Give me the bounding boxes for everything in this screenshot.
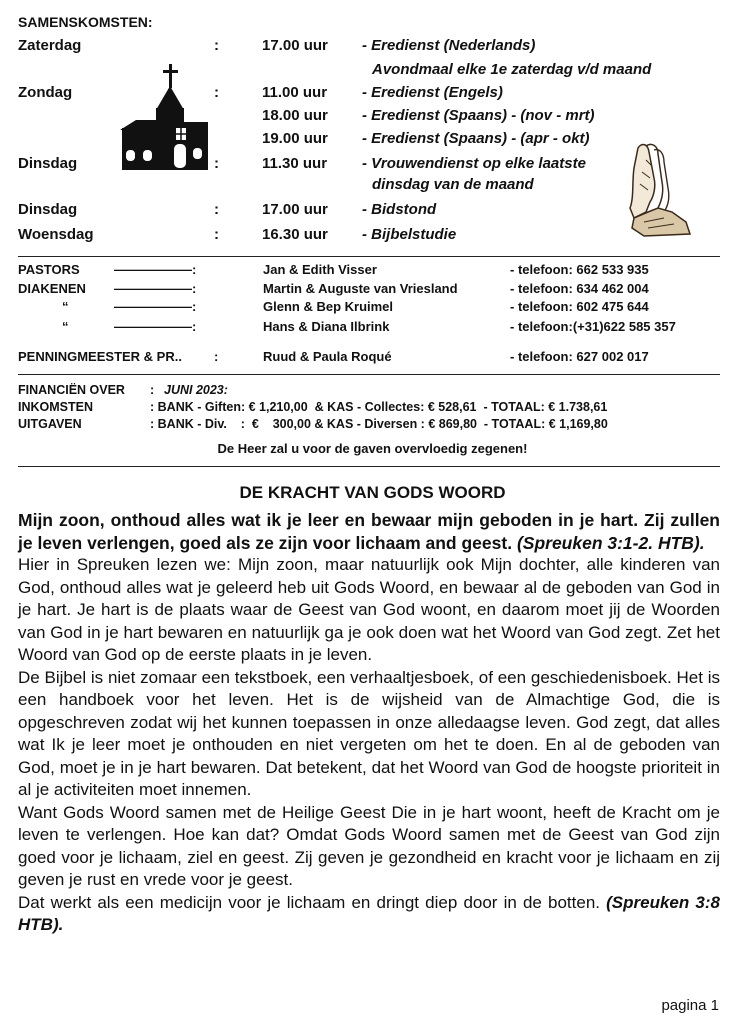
- service-colon: :: [214, 155, 219, 172]
- paragraph-4: [18, 892, 720, 937]
- service-day: Dinsdag: [18, 155, 78, 172]
- service-day: Woensdag: [18, 226, 94, 243]
- service-desc: - Vrouwendienst op elke laatste: [362, 155, 586, 172]
- service-colon: :: [214, 226, 219, 243]
- contact-dash: ——————:: [114, 281, 197, 296]
- lead-reference: (Spreuken 3:1-2. HTB).: [516, 532, 705, 553]
- service-time: 18.00 uur: [262, 107, 328, 124]
- expense-text: : BANK - Div. : € 300,00 & KAS - Diversen : € 869,80 - TOTAAL: € 1,169,80: [150, 417, 608, 431]
- income-text: : BANK - Giften: € 1,210,00 & KAS - Collectes: € 528,61 - TOTAAL: € 1.738,61: [150, 400, 608, 414]
- paragraph-1: Hier in Spreuken lezen we: Mijn zoon, maar natuurlijk ook Mijn dochter, alle kinderen van God, onthoud alles wat je geleerd heb uit Gods Woord, en bewaar al de geboden van God in je hart. Je hart is de plaats waar de Geest van God woont, en daarom moet jij de Woorden van God in je hart bewaren en natuurlijk ga je ook doen wat het Woord van God zegt. Zet het Woord van God op de eerste plaats in je leven.: [18, 555, 720, 664]
- service-day: Dinsdag: [18, 201, 78, 218]
- expense-label: UITGAVEN: [18, 417, 82, 431]
- service-desc: Avondmaal elke 1e zaterdag v/d maand: [372, 61, 652, 78]
- service-colon: :: [214, 84, 219, 101]
- services-heading: SAMENSKOMSTEN:: [18, 14, 153, 30]
- service-time: 11.00 uur: [262, 84, 328, 101]
- contact-phone: - telefoon:(+31)622 585 357: [510, 319, 676, 334]
- contact-phone: - telefoon: 634 462 004: [510, 281, 649, 296]
- service-day: Zaterdag: [18, 37, 82, 54]
- paragraph-4-text: Dat werkt als een medicijn voor je lichaam en dringt diep door in de botten.: [18, 892, 600, 912]
- paragraph-4-reference: (Spreuken 3:8 HTB).: [18, 892, 720, 934]
- service-time: 16.30 uur: [262, 226, 328, 243]
- lead-text: Mijn zoon, onthoud alles wat ik je leer en bewaar mijn geboden in je hart. Zij zullen je leven verlengen, goed als ze zijn voor lichaam and geest.: [18, 510, 720, 553]
- service-colon: :: [214, 201, 219, 218]
- service-time: 17.00 uur: [262, 37, 328, 54]
- service-desc: - Eredienst (Engels): [362, 84, 503, 101]
- lead-paragraph: [18, 509, 720, 554]
- page-number: pagina 1: [661, 997, 719, 1014]
- contact-dash: ——————:: [114, 319, 197, 334]
- service-time: 17.00 uur: [262, 201, 328, 218]
- paragraph-3: Want Gods Woord samen met de Heilige Geest Die in je hart woont, heeft de Kracht om je leven te verlengen. Hoe kan dat? Omdat Gods Woord samen met de Geest van God zijn goed voor je lichaam, ziel en geest. Zij geven je gezondheid en kracht voor je lichaam en zij geven je rust en vrede voor je geest.: [18, 802, 720, 889]
- contact-role: DIAKENEN: [18, 281, 86, 296]
- article-body: [18, 509, 720, 937]
- service-desc: - Eredienst (Spaans) - (apr - okt): [362, 130, 590, 147]
- church-icon: [118, 62, 210, 172]
- finance-label: FINANCIËN OVER: [18, 383, 125, 397]
- service-time: 19.00 uur: [262, 130, 328, 147]
- praying-hands-icon: [624, 138, 696, 238]
- service-desc: dinsdag van de maand: [372, 176, 534, 193]
- service-desc: - Eredienst (Nederlands): [362, 37, 536, 54]
- contact-names: Jan & Edith Visser: [263, 262, 377, 277]
- divider: [18, 256, 720, 257]
- service-day: Zondag: [18, 84, 73, 101]
- service-desc: - Eredienst (Spaans) - (nov - mrt): [362, 107, 595, 124]
- contact-names: Glenn & Bep Kruimel: [263, 299, 394, 314]
- contact-names: Hans & Diana Ilbrink: [263, 319, 390, 334]
- paragraph-2: De Bijbel is niet zomaar een tekstboek, een verhaaltjesboek, of een geschiedenisboek. Het is een handboek voor het leven. Het is de wijsheid van de Almachtige God, die is opgeschreven zodat wij het kunnen toepassen in onze alledaagse leven. God zegt, dat alles wat Ik je leer moet je onthouden en niet vergeten om het te doen. En al de geboden van God, moet je in je hart bewaren. Dat betekent, dat het Woord van God de hoogste prioriteit in al je activiteiten moet innemen.: [18, 667, 720, 799]
- finance-colon: :: [150, 383, 155, 397]
- contact-phone: - telefoon: 602 475 644: [510, 299, 649, 314]
- contact-dash: ——————:: [114, 262, 197, 277]
- contact-role: “: [62, 319, 69, 334]
- finance-period: JUNI 2023:: [164, 383, 228, 397]
- service-time: 11.30 uur: [262, 155, 328, 172]
- article-title: DE KRACHT VAN GODS WOORD: [239, 483, 506, 502]
- contact-names: Martin & Auguste van Vriesland: [263, 281, 458, 296]
- treasurer-colon: :: [214, 349, 219, 364]
- blessing-text: De Heer zal u voor de gaven overvloedig zegenen!: [217, 441, 528, 456]
- divider: [18, 466, 720, 467]
- contact-role: PASTORS: [18, 262, 80, 277]
- divider: [18, 374, 720, 375]
- contact-role: “: [62, 299, 69, 314]
- service-desc: - Bidstond: [362, 201, 437, 218]
- treasurer-names: Ruud & Paula Roqué: [263, 349, 392, 364]
- treasurer-role: PENNINGMEESTER & PR..: [18, 349, 182, 364]
- contact-dash: ——————:: [114, 299, 197, 314]
- service-desc: - Bijbelstudie: [362, 226, 457, 243]
- service-colon: :: [214, 37, 219, 54]
- contact-phone: - telefoon: 662 533 935: [510, 262, 649, 277]
- income-label: INKOMSTEN: [18, 400, 93, 414]
- treasurer-phone: - telefoon: 627 002 017: [510, 349, 649, 364]
